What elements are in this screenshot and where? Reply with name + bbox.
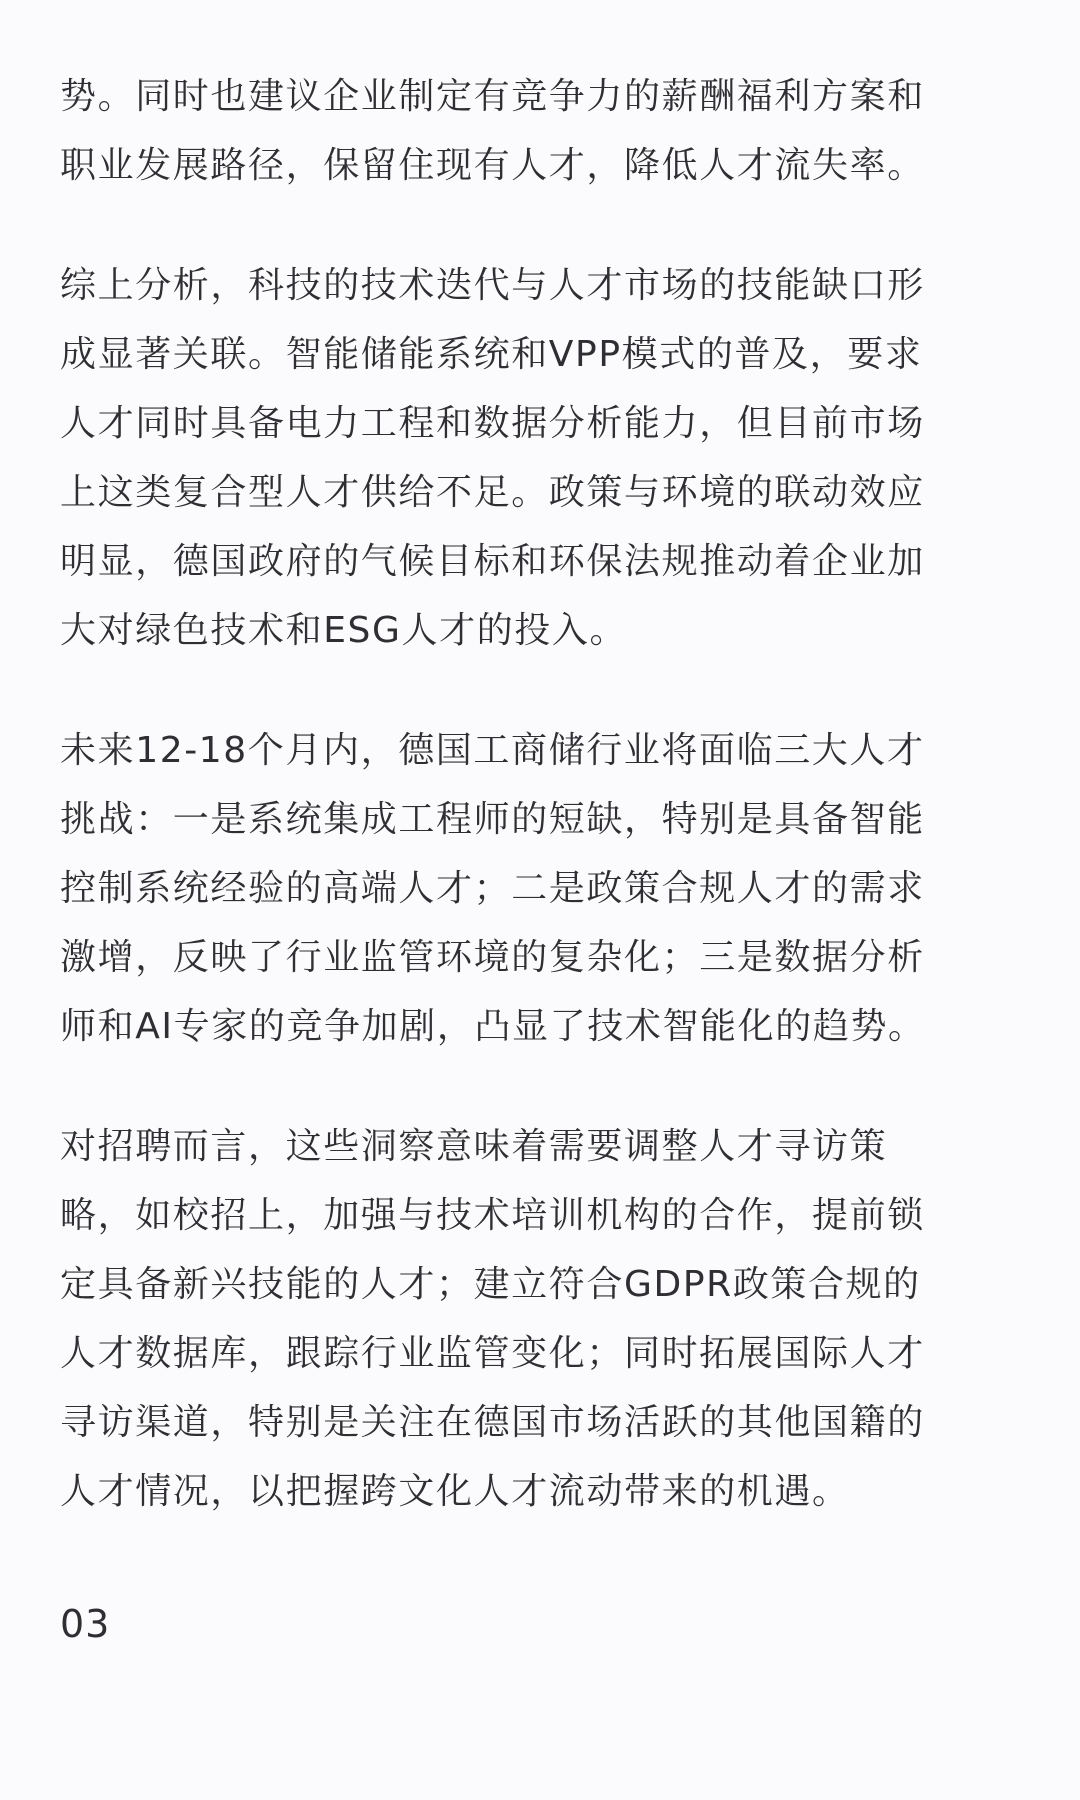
text-line: 略，如校招上，加强与技术培训机构的合作，提前锁 xyxy=(60,1195,925,1236)
text-line: 挑战：一是系统集成工程师的短缺，特别是具备智能 xyxy=(60,799,925,840)
text-line: 明显，德国政府的气候目标和环保法规推动着企业加 xyxy=(60,541,925,582)
paragraph-talent-retention xyxy=(60,62,1020,200)
text-line: 人才数据库，跟踪行业监管变化；同时拓展国际人才 xyxy=(60,1333,925,1374)
text-line: 大对绿色技术和ESG人才的投入。 xyxy=(60,610,628,651)
paragraph-analysis-summary xyxy=(60,251,1020,665)
text-line: 寻访渠道，特别是关注在德国市场活跃的其他国籍的 xyxy=(60,1402,925,1443)
text-line: 师和AI专家的竞争加剧，凸显了技术智能化的趋势。 xyxy=(60,1006,926,1047)
text-line: 定具备新兴技能的人才；建立符合GDPR政策合规的 xyxy=(60,1264,921,1305)
text-line: 成显著关联。智能储能系统和VPP模式的普及，要求 xyxy=(60,334,923,375)
text-line: 控制系统经验的高端人才；二是政策合规人才的需求 xyxy=(60,868,925,909)
text-line: 上这类复合型人才供给不足。政策与环境的联动效应 xyxy=(60,472,925,513)
text-line: 综上分析，科技的技术迭代与人才市场的技能缺口形 xyxy=(60,265,925,306)
paragraph-future-challenges xyxy=(60,716,1020,1061)
article-body xyxy=(60,62,1020,1526)
paragraph-recruitment-strategy xyxy=(60,1112,1020,1526)
text-line: 势。同时也建议企业制定有竞争力的薪酬福利方案和 xyxy=(60,76,925,117)
text-line: 职业发展路径，保留住现有人才，降低人才流失率。 xyxy=(60,145,925,186)
text-line: 对招聘而言，这些洞察意味着需要调整人才寻访策 xyxy=(60,1126,888,1167)
text-line: 人才情况，以把握跨文化人才流动带来的机遇。 xyxy=(60,1471,850,1512)
text-line: 人才同时具备电力工程和数据分析能力，但目前市场 xyxy=(60,403,925,444)
text-line: 激增，反映了行业监管环境的复杂化；三是数据分析 xyxy=(60,937,925,978)
text-line: 未来12-18个月内，德国工商储行业将面临三大人才 xyxy=(60,730,925,771)
section-number: 03 xyxy=(60,1602,111,1646)
